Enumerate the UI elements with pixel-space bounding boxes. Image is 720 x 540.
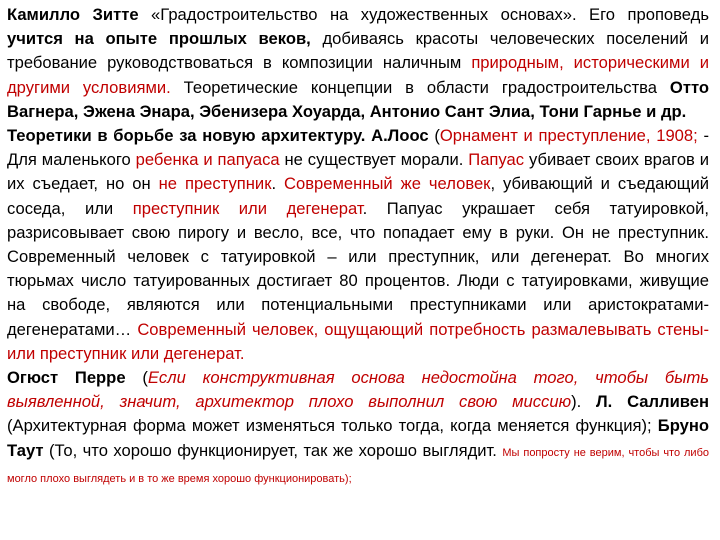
highlight-modern-man: Современный же человек	[284, 174, 491, 194]
text-segment: (	[428, 126, 440, 146]
text-segment: . Папуас украшает себя татуировкой, разрисовывает свою пирогу и весло, все, что попадает ему в руки. Он не преступник. Современный человек с татуировкой – или преступник, или дегенерат. Во многих тюрьмах число татуированных достигает 80 процентов. Люди с татуировками, живущие на свободе, являются или потенциальными преступниками или аристократами-дегенератами…	[7, 198, 709, 339]
text-segment: убивает своих врагов и их съедает, но он	[7, 150, 710, 194]
highlight-papuan: Папуас	[468, 150, 525, 170]
paragraph-loos	[7, 124, 709, 366]
architect-names: Отто Вагнера, Эжена Энара, Эбенизера Хоуарда, Антонио Сант Элиа, Тони Гарнье и др.	[7, 77, 709, 121]
author-sitte: Камилло Зитте	[7, 5, 139, 24]
small-quote: Мы попросту не верим, чтобы что либо могло плохо выглядеть и в то же время хорошо функционировать	[7, 446, 709, 485]
highlight-construction: Если конструктивная основа недостойна того, чтобы быть выявленной, значит, архитектор плохо выполнил свою миссию	[7, 368, 709, 412]
text-segment: не существует морали.	[279, 150, 469, 170]
author-taut: Бруно Таут	[7, 416, 709, 460]
text-segment: - Для маленького	[7, 126, 709, 170]
text-segment: (	[125, 368, 148, 388]
author-loos: А.Лоос	[365, 126, 429, 146]
section-heading: Теоретики в борьбе за новую архитектуру.	[7, 126, 366, 146]
small-quote-end: );	[344, 472, 352, 485]
highlight-criminal-degenerate: преступник или дегенерат	[132, 198, 363, 218]
book-title-sitte: «Градостроительство на художественных основах».	[138, 5, 577, 24]
highlight-conditions: природным, историческими и другими условиями.	[7, 53, 709, 97]
paragraph-perret	[7, 366, 709, 491]
highlight-walls: Современный человек, ощущающий потребность размалевывать стены- или преступник или дегенерат.	[7, 319, 709, 363]
author-sullivan: Л. Салливен	[596, 392, 710, 412]
highlight-ornament: Орнамент и преступление, 1908;	[439, 126, 698, 146]
text-segment: (Архитектурная форма может изменяться только тогда, когда меняется функция);	[7, 416, 658, 436]
text-segment: добиваясь красоты человеческих поселений и требование руководствоваться в композиции наличным	[7, 29, 709, 73]
text-segment: (То, что хорошо функционирует, так же хорошо выглядит.	[43, 440, 503, 460]
text-segment: ).	[571, 392, 597, 412]
author-perret: Огюст Перре	[7, 368, 126, 388]
paragraph-sitte	[7, 3, 709, 124]
text-segment: , убивающий и съедающий соседа, или	[7, 174, 709, 218]
text-segment: .	[271, 174, 285, 194]
text-segment: Его проповедь	[576, 5, 709, 24]
bold-phrase: учится на опыте прошлых веков,	[7, 29, 311, 49]
text-segment: Теоретические концепции в области градостроительства	[170, 77, 670, 97]
highlight-child-papuan: ребенка и папуаса	[135, 150, 280, 170]
highlight-not-criminal: не преступник	[158, 174, 272, 194]
